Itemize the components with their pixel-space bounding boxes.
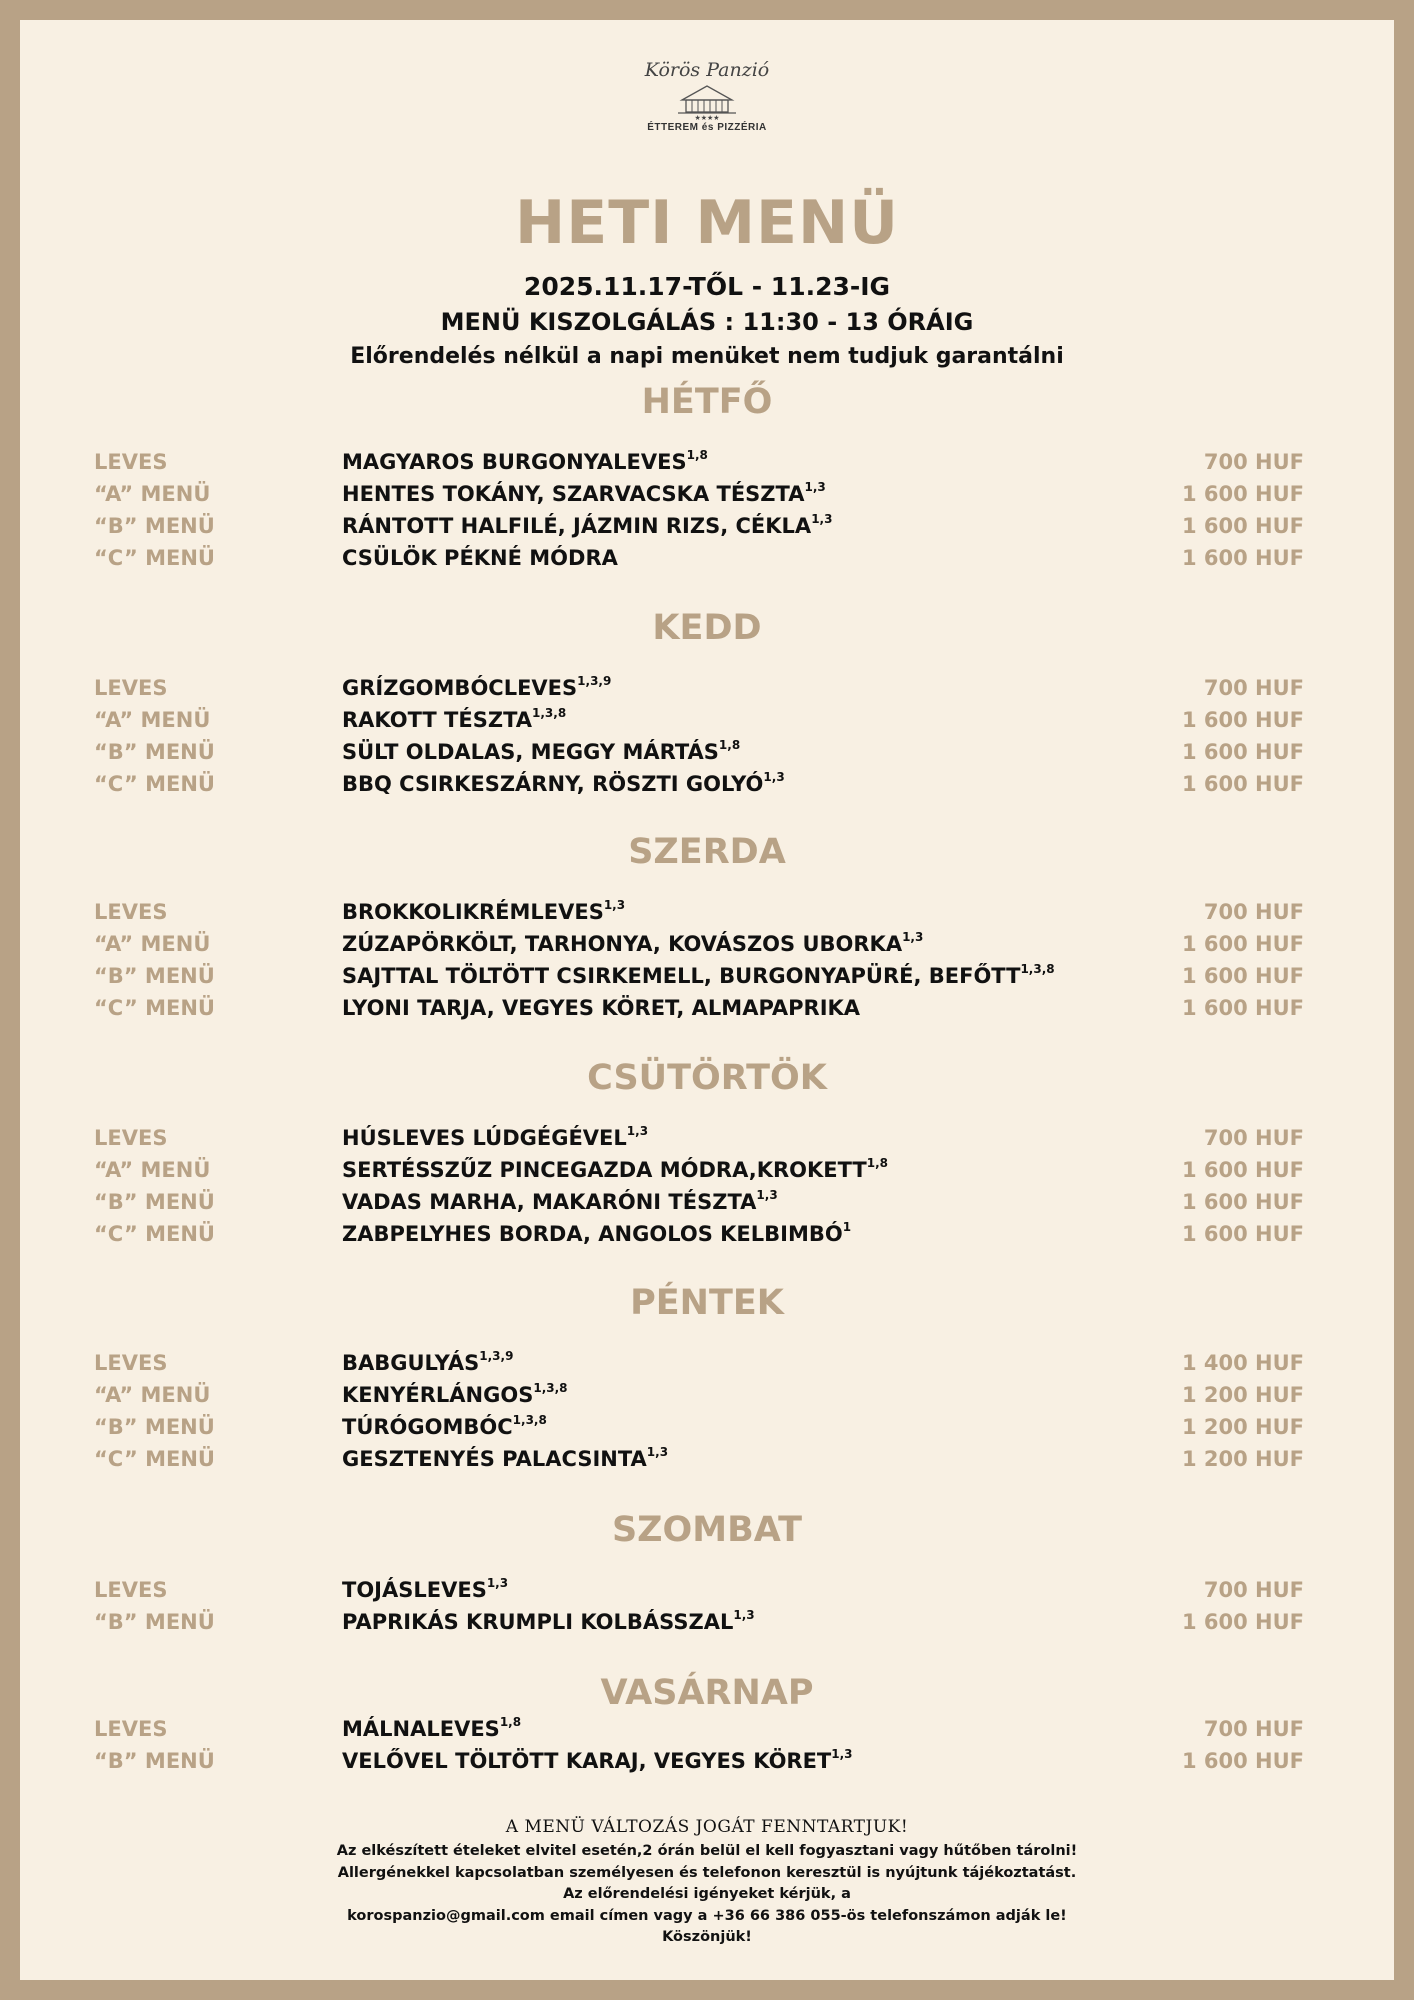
service-hours: MENÜ KISZOLGÁLÁS : 11:30 - 13 ÓRÁIG xyxy=(440,308,974,336)
preorder-notice: Előrendelés nélkül a napi menüket nem tudjuk garantálni xyxy=(350,344,1064,369)
dish-cell xyxy=(342,482,826,506)
dish-name: HÚSLEVES LÚDGÉGÉVEL xyxy=(342,1126,627,1150)
building-logo-icon xyxy=(642,56,772,120)
course-label: LEVES xyxy=(94,1578,168,1602)
price: 1 200 HUF xyxy=(1181,1415,1304,1439)
logo-script-text: Körös Panzió xyxy=(644,59,770,81)
dish-name: ZÚZAPÖRKÖLT, TARHONYA, KOVÁSZOS UBORKA xyxy=(342,932,903,956)
menu-item-row xyxy=(20,1126,1394,1156)
course-label: “A” MENÜ xyxy=(94,708,211,732)
course-label: LEVES xyxy=(94,1126,168,1150)
menu-item-row xyxy=(20,546,1394,576)
price: 700 HUF xyxy=(1203,1578,1304,1602)
footer-line: Az előrendelési igényeket kérjük, a xyxy=(563,1886,851,1902)
menu-item-row xyxy=(20,514,1394,544)
dish-cell xyxy=(342,514,832,538)
menu-page xyxy=(20,20,1394,1980)
dish-name: SERTÉSSZŰZ PINCEGAZDA MÓDRA,KROKETT xyxy=(342,1158,867,1182)
dish-name: MÁLNALEVES xyxy=(342,1717,500,1741)
menu-item-row xyxy=(20,1190,1394,1220)
day-heading: SZERDA xyxy=(628,832,786,872)
course-label: “A” MENÜ xyxy=(94,932,211,956)
price: 1 200 HUF xyxy=(1181,1383,1304,1407)
dish-cell xyxy=(342,1383,568,1407)
dish-cell xyxy=(342,932,923,956)
menu-item-row xyxy=(20,996,1394,1026)
course-label: “C” MENÜ xyxy=(94,996,215,1020)
day-heading: VASÁRNAP xyxy=(600,1673,814,1713)
dish-cell xyxy=(342,964,1055,988)
dish-cell xyxy=(342,1415,547,1439)
price: 1 600 HUF xyxy=(1181,740,1304,764)
course-label: “C” MENÜ xyxy=(94,1222,215,1246)
dish-name: VELŐVEL TÖLTÖTT KARAJ, VEGYES KÖRET xyxy=(342,1749,832,1773)
footer xyxy=(20,1817,1394,1949)
dish-name: HENTES TOKÁNY, SZARVACSKA TÉSZTA xyxy=(342,482,805,506)
date-range: 2025.11.17-TŐL - 11.23-IG xyxy=(523,272,891,301)
allergen-codes: 1,3 xyxy=(763,770,785,784)
dish-name: GESZTENYÉS PALACSINTA xyxy=(342,1447,647,1471)
dish-name: CSÜLÖK PÉKNÉ MÓDRA xyxy=(342,546,618,570)
menu-item-row xyxy=(20,676,1394,706)
price: 1 600 HUF xyxy=(1181,1158,1304,1182)
allergen-codes: 1,3 xyxy=(626,1124,649,1138)
dish-name: RAKOTT TÉSZTA xyxy=(342,708,533,732)
dish-name: BABGULYÁS xyxy=(342,1351,480,1375)
allergen-codes: 1,3 xyxy=(603,898,626,912)
dish-cell xyxy=(342,1190,778,1214)
price: 1 600 HUF xyxy=(1181,1610,1304,1634)
dish-cell xyxy=(342,1158,888,1182)
price: 1 600 HUF xyxy=(1181,546,1304,570)
course-label: “A” MENÜ xyxy=(94,482,211,506)
dish-cell xyxy=(342,1749,853,1773)
logo-tagline: ÉTTEREM és PIZZÉRIA xyxy=(647,122,767,133)
menu-item-row xyxy=(20,482,1394,512)
allergen-codes: 1,3,8 xyxy=(533,1381,568,1395)
dish-name: RÁNTOTT HALFILÉ, JÁZMIN RIZS, CÉKLA xyxy=(342,514,812,538)
dish-name: LYONI TARJA, VEGYES KÖRET, ALMAPAPRIKA xyxy=(342,996,861,1020)
dish-name: VADAS MARHA, MAKARÓNI TÉSZTA xyxy=(342,1190,757,1214)
menu-item-row xyxy=(20,1717,1394,1747)
day-heading: HÉTFŐ xyxy=(641,382,773,422)
menu-item-row xyxy=(20,1610,1394,1640)
allergen-codes: 1,3 xyxy=(733,1608,755,1622)
dish-name: PAPRIKÁS KRUMPLI KOLBÁSSZAL xyxy=(342,1610,734,1634)
menu-item-row xyxy=(20,964,1394,994)
dish-cell xyxy=(342,900,625,924)
price: 700 HUF xyxy=(1203,1717,1304,1741)
course-label: LEVES xyxy=(94,1717,168,1741)
menu-item-row xyxy=(20,1383,1394,1413)
dish-name: BROKKOLIKRÉMLEVES xyxy=(342,900,604,924)
allergen-codes: 1,3 xyxy=(902,930,924,944)
menu-item-row xyxy=(20,1222,1394,1252)
price: 1 400 HUF xyxy=(1181,1351,1304,1375)
dish-name: SÜLT OLDALAS, MEGGY MÁRTÁS xyxy=(342,740,719,764)
course-label: “C” MENÜ xyxy=(94,546,215,570)
course-label: LEVES xyxy=(94,900,168,924)
allergen-codes: 1,3 xyxy=(831,1747,853,1761)
allergen-codes: 1,3,9 xyxy=(577,674,612,688)
price: 1 600 HUF xyxy=(1181,932,1304,956)
course-label: LEVES xyxy=(94,1351,168,1375)
page-title: HETI MENÜ xyxy=(515,188,899,258)
dish-cell xyxy=(342,1126,648,1150)
disclaimer-text: A MENÜ VÁLTOZÁS JOGÁT FENNTARTJUK! xyxy=(505,1817,909,1837)
dish-cell xyxy=(342,1717,521,1741)
price: 1 600 HUF xyxy=(1181,482,1304,506)
course-label: “B” MENÜ xyxy=(94,1415,215,1439)
dish-cell xyxy=(342,1447,668,1471)
thanks-line: Köszönjük! xyxy=(662,1929,752,1945)
dish-cell xyxy=(342,708,566,732)
allergen-codes: 1,3,9 xyxy=(479,1349,514,1363)
footer-line: Allergénekkel kapcsolatban személyesen és telefonon keresztül is nyújtunk tájékoztatást. xyxy=(337,1864,1077,1881)
course-label: “A” MENÜ xyxy=(94,1158,211,1182)
course-label: “A” MENÜ xyxy=(94,1383,211,1407)
footer-line: Az elkészített ételeket elvitel esetén,2 órán belül el kell fogyasztani vagy hűtőben tárolni! xyxy=(336,1843,1078,1859)
price: 700 HUF xyxy=(1203,450,1304,474)
course-label: “B” MENÜ xyxy=(94,740,215,764)
price: 1 600 HUF xyxy=(1181,964,1304,988)
dish-cell xyxy=(342,1578,508,1602)
menu-item-row xyxy=(20,1415,1394,1445)
price: 1 600 HUF xyxy=(1181,1749,1304,1773)
menu-item-row xyxy=(20,1158,1394,1188)
allergen-codes: 1,8 xyxy=(499,1715,522,1729)
price: 700 HUF xyxy=(1203,1126,1304,1150)
dish-name: BBQ CSIRKESZÁRNY, RÖSZTI GOLYÓ xyxy=(342,772,764,796)
allergen-codes: 1,3,8 xyxy=(1020,962,1055,976)
dish-cell xyxy=(342,1222,851,1246)
course-label: “B” MENÜ xyxy=(94,514,215,538)
dish-name: TOJÁSLEVES xyxy=(342,1578,487,1602)
price: 700 HUF xyxy=(1203,676,1304,700)
allergen-codes: 1 xyxy=(842,1220,852,1234)
dish-cell xyxy=(342,1351,513,1375)
logo-stars: ★★★★ xyxy=(694,114,720,120)
menu-item-row xyxy=(20,900,1394,930)
course-label: LEVES xyxy=(94,676,168,700)
course-label: LEVES xyxy=(94,450,168,474)
day-heading: CSÜTÖRTÖK xyxy=(587,1058,827,1098)
course-label: “B” MENÜ xyxy=(94,1749,215,1773)
price: 1 600 HUF xyxy=(1181,1222,1304,1246)
course-label: “C” MENÜ xyxy=(94,772,215,796)
price: 1 600 HUF xyxy=(1181,772,1304,796)
day-heading: PÉNTEK xyxy=(630,1283,784,1323)
menu-item-row xyxy=(20,1447,1394,1477)
allergen-codes: 1,3 xyxy=(804,480,826,494)
dish-name: ZABPELYHES BORDA, ANGOLOS KELBIMBÓ xyxy=(342,1222,843,1246)
dish-cell xyxy=(342,546,618,570)
allergen-codes: 1,3,8 xyxy=(532,706,567,720)
day-heading: SZOMBAT xyxy=(611,1510,803,1550)
menu-item-row xyxy=(20,932,1394,962)
allergen-codes: 1,3,8 xyxy=(512,1413,547,1427)
price: 1 600 HUF xyxy=(1181,708,1304,732)
price: 1 200 HUF xyxy=(1181,1447,1304,1471)
day-heading: KEDD xyxy=(652,608,762,648)
allergen-codes: 1,3 xyxy=(811,512,833,526)
allergen-codes: 1,8 xyxy=(686,448,708,462)
menu-item-row xyxy=(20,772,1394,802)
allergen-codes: 1,8 xyxy=(866,1156,889,1170)
menu-item-row xyxy=(20,1578,1394,1608)
dish-cell xyxy=(342,996,860,1020)
dish-cell xyxy=(342,450,708,474)
allergen-codes: 1,3 xyxy=(646,1445,669,1459)
contact-line: korospanzio@gmail.com email címen vagy a +36 66 386 055-ös telefonszámon adják le! xyxy=(347,1907,1067,1924)
price: 1 600 HUF xyxy=(1181,1190,1304,1214)
menu-item-row xyxy=(20,450,1394,480)
price: 1 600 HUF xyxy=(1181,996,1304,1020)
menu-item-row xyxy=(20,740,1394,770)
dish-name: SAJTTAL TÖLTÖTT CSIRKEMELL, BURGONYAPÜRÉ, BEFŐTT xyxy=(342,964,1021,988)
course-label: “C” MENÜ xyxy=(94,1447,215,1471)
allergen-codes: 1,3 xyxy=(756,1188,778,1202)
dish-cell xyxy=(342,740,740,764)
dish-name: TÚRÓGOMBÓC xyxy=(342,1415,513,1439)
course-label: “B” MENÜ xyxy=(94,964,215,988)
allergen-codes: 1,8 xyxy=(718,738,741,752)
course-label: “B” MENÜ xyxy=(94,1610,215,1634)
menu-item-row xyxy=(20,708,1394,738)
dish-name: GRÍZGOMBÓCLEVES xyxy=(342,676,578,700)
dish-cell xyxy=(342,1610,755,1634)
menu-item-row xyxy=(20,1749,1394,1779)
dish-cell xyxy=(342,676,611,700)
menu-item-row xyxy=(20,1351,1394,1381)
dish-name: MAGYAROS BURGONYALEVES xyxy=(342,450,687,474)
course-label: “B” MENÜ xyxy=(94,1190,215,1214)
price: 1 600 HUF xyxy=(1181,514,1304,538)
allergen-codes: 1,3 xyxy=(486,1576,509,1590)
dish-cell xyxy=(342,772,785,796)
dish-name: KENYÉRLÁNGOS xyxy=(342,1383,534,1407)
restaurant-logo xyxy=(20,56,1394,133)
price: 700 HUF xyxy=(1203,900,1304,924)
